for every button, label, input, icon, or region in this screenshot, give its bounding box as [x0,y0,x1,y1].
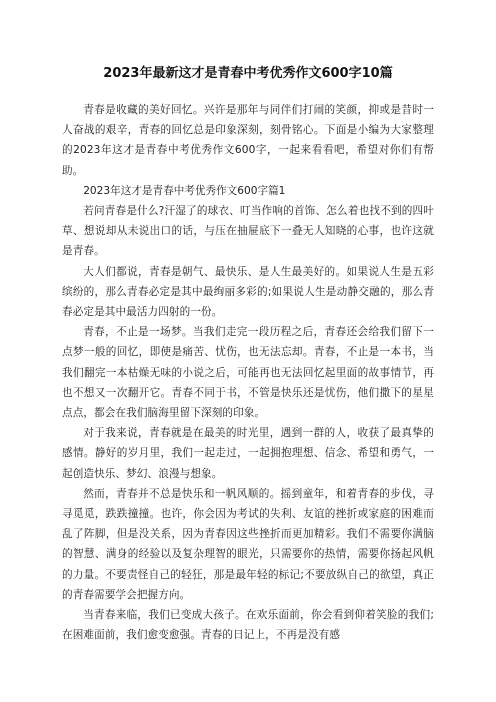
essay-heading: 2023年这才是青春中考优秀作文600字篇1 [83,184,286,197]
body-paragraph: 当青春来临，我们已变成大孩子。在欢乐面前，你会看到仰着笑脸的我们;在困难面前，我们愈变愈强。青春的日记上，不再是没有感 [62,609,434,642]
body-paragraph: 若问青春是什么?汗湿了的球衣、叮当作响的首饰、怎么着也找不到的四叶草、想说却从未说出口的话，与压在抽屉底下一叠无人知晓的心事，也许这就是青春。 [62,205,434,258]
body-paragraph: 然而，青春并不总是快乐和一帆风顺的。摇到童年，和着青春的步伐，寻寻觅觅，跌跌撞撞。也许，你会因为考试的失利、友谊的挫折或家庭的困难而乱了阵脚，但是没关系，因为青春因这些挫折而更加精彩。我们不需要你满脑的智慧、满身的经验以及复杂理智的眼光，只需要你的热情，需要你扬起风帆的力量。不要责怪自己的轻狂，那是最年轻的标记;不要放纵自己的欲望，真正的青春需要学会把握方向。 [62,487,434,601]
document-title: 2023年最新这才是青春中考优秀作文600字10篇 [103,66,393,81]
body-paragraph: 对于我来说，青春就是在最美的时光里，遇到一群的人，收获了最真挚的感情。静好的岁月里，我们一起走过，一起拥抱理想、信念、希望和勇气，一起创造快乐、梦幻、浪漫与想象。 [62,427,434,480]
body-paragraph: 青春，不止是一场梦。当我们走完一段历程之后，青春还会给我们留下一点梦一般的回忆，即使是痛苦、忧伤，也无法忘却。青春，不止是一本书，当我们翻完一本枯燥无味的小说之后，可能再也无法回忆起里面的故事情节，再也不想又一次翻开它。青春不同于书，不管是快乐还是忧伤，他们撒下的星星点点，都会在我们脑海里留下深刻的印象。 [62,326,434,420]
intro-paragraph: 青春是收藏的美好回忆。兴许是那年与同伴们打闹的笑颜，抑或是昔时一人奋战的艰辛，青春的回忆总是印象深刻，刻骨铭心。下面是小编为大家整理的2023年这才是青春中考优秀作文600字，一起来看看吧，希望对你们有帮助。 [62,104,434,177]
body-paragraph: 大人们都说，青春是朝气、最快乐、是人生最美好的。如果说人生是五彩缤纷的，那么青春必定是其中最绚丽多彩的;如果说人生是动静交融的，那么青春必定是其中最活力四射的一份。 [62,265,434,319]
